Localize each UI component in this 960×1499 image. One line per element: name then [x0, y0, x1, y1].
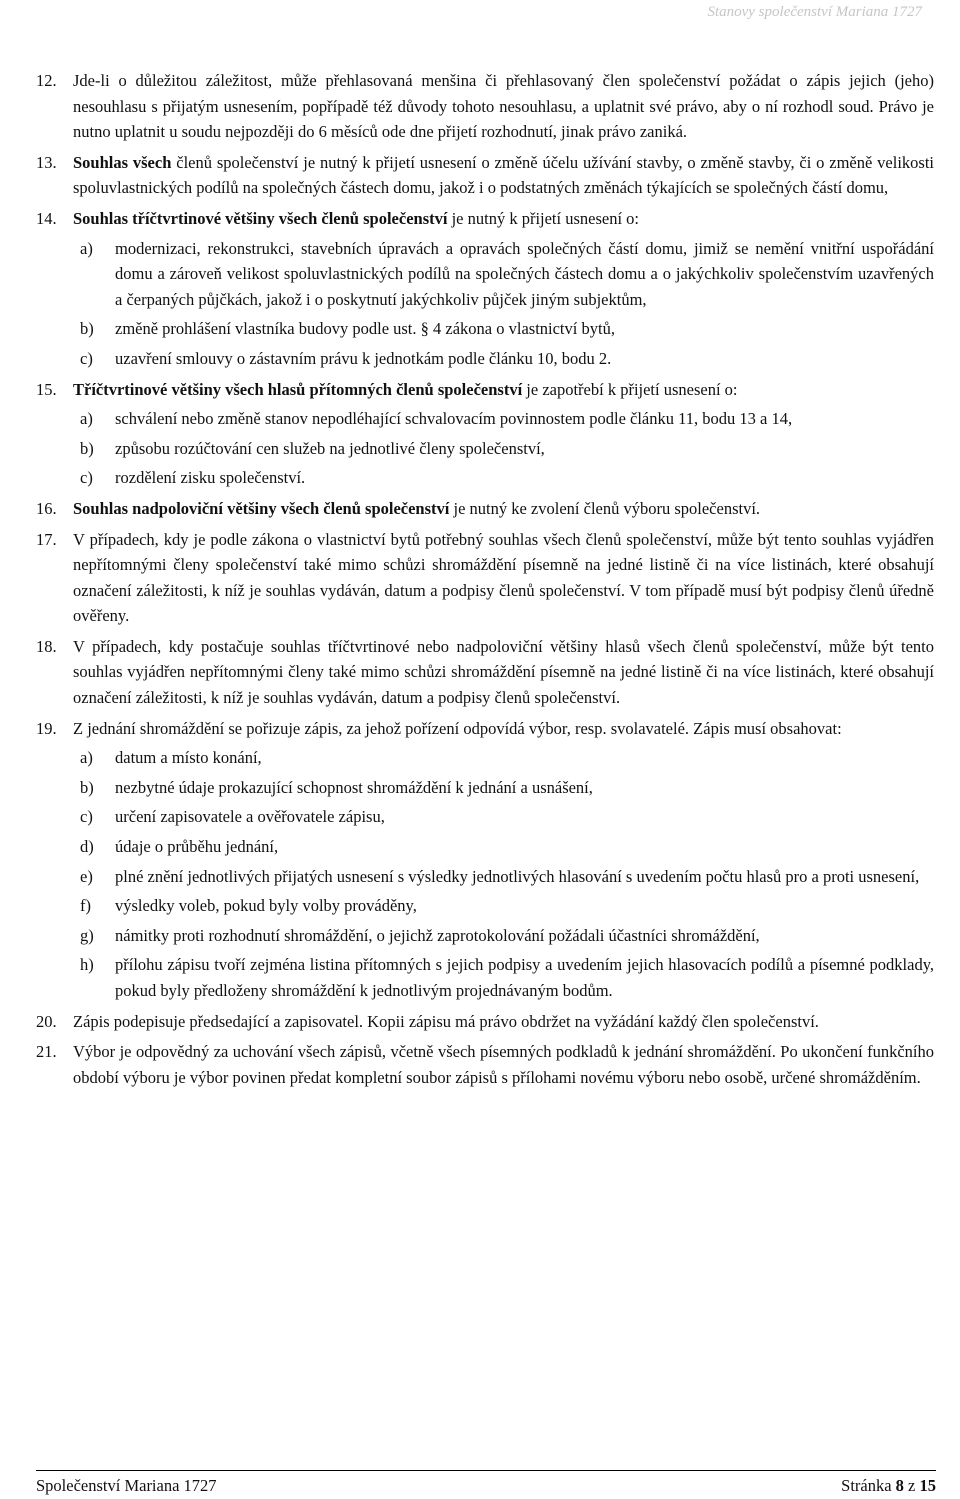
sub-item-letter: g)	[80, 925, 94, 945]
sub-item-text: námitky proti rozhodnutí shromáždění, o jejichž zaprotokolování požádali účastníci shromáždění,	[115, 925, 760, 945]
footer-divider	[36, 1470, 936, 1471]
sub-item-letter: c)	[80, 807, 93, 827]
sub-item-letter: b)	[80, 438, 94, 458]
sub-item-text: rozdělení zisku společenství.	[115, 468, 306, 488]
page-number	[841, 1476, 936, 1496]
sub-item-text: způsobu rozúčtování cen služeb na jednotlivé členy společenství,	[115, 438, 545, 458]
item-number: 21.	[36, 1042, 57, 1062]
page-current: 8	[895, 1476, 904, 1495]
article-item	[36, 377, 934, 491]
sub-item	[73, 893, 934, 919]
item-number: 13.	[36, 152, 57, 172]
sub-item	[73, 745, 934, 771]
sub-item-letter: h)	[80, 955, 94, 975]
sub-item-text: výsledky voleb, pokud byly volby prováděny,	[115, 896, 417, 916]
article-item	[36, 1009, 934, 1035]
item-bold-text: Souhlas tříčtvrtinové většiny všech členů společenství	[73, 208, 448, 228]
sub-item	[73, 346, 934, 372]
sub-item	[73, 236, 934, 313]
item-text	[73, 153, 934, 198]
sub-item-letter: c)	[80, 348, 93, 368]
page-separator: z	[908, 1476, 916, 1495]
item-text	[73, 380, 738, 399]
article-item	[36, 1039, 934, 1090]
item-number: 14.	[36, 208, 57, 228]
sub-item-text: změně prohlášení vlastníka budovy podle ust. § 4 zákona o vlastnictví bytů,	[115, 319, 615, 339]
sub-item	[73, 834, 934, 860]
item-body-text: Z jednání shromáždění se pořizuje zápis, za jehož pořízení odpovídá výbor, resp. svolavatelé. Zápis musí obsahovat:	[73, 718, 842, 738]
sub-item-text: určení zapisovatele a ověřovatele zápisu,	[115, 807, 385, 827]
item-body-text: Zápis podepisuje předsedající a zapisovatel. Kopii zápisu má právo obdržet na vyžádání každý člen společenství.	[73, 1011, 819, 1031]
item-bold-text: Souhlas všech	[73, 152, 172, 172]
item-text	[73, 637, 934, 707]
item-text	[73, 719, 842, 738]
sub-list	[73, 406, 934, 491]
item-text	[73, 499, 760, 518]
item-body-text: Výbor je odpovědný za uchování všech zápisů, včetně všech písemných podkladů k jednání shromáždění. Po ukončení funkčního období výboru je výbor povinen předat kompletní soubor zápisů s přílohami novému výboru nebo osobě, určené shromážděním.	[73, 1042, 934, 1087]
article-item	[36, 68, 934, 145]
sub-item-letter: b)	[80, 319, 94, 339]
item-text	[73, 530, 934, 626]
sub-item	[73, 465, 934, 491]
page-header: Stanovy společenství Mariana 1727	[707, 4, 922, 20]
document-body	[36, 68, 934, 1095]
page-total: 15	[919, 1476, 936, 1495]
sub-list	[73, 236, 934, 372]
sub-item-letter: a)	[80, 748, 93, 768]
footer-title: Společenství Mariana 1727	[36, 1476, 217, 1495]
sub-item-letter: e)	[80, 866, 93, 886]
item-body-text: členů společenství je nutný k přijetí usnesení o změně účelu užívání stavby, o změně stavby, či o změně velikosti spoluvlastnických podílů na společných částech domu, jakož i o podstatných změnách týkajících se společných částí domu,	[73, 152, 935, 198]
item-body-text: V případech, kdy je podle zákona o vlastnictví bytů potřebný souhlas všech členů společenství, může být tento souhlas vyjádřen nepřítomnými členy společenství také mimo schůzi shromáždění písemně na jedné listině či na více listinách, které obsahují označení záležitosti, k níž je souhlas vydáván, datum a podpisy členů společenství. V tom případě musí být podpisy členů úředně ověřeny.	[73, 529, 934, 626]
item-text	[73, 1042, 934, 1087]
item-text	[73, 209, 639, 228]
item-body-text: V případech, kdy postačuje souhlas tříčtvrtinové nebo nadpoloviční většiny hlasů všech členů společenství, může být tento souhlas vyjádřen nepřítomnými členy také mimo schůzi shromáždění písemně na jedné listině či na více listinách, které obsahují označení záležitosti, k níž je souhlas vydáván, datum a podpisy členů společenství.	[73, 636, 934, 708]
sub-item-letter: a)	[80, 409, 93, 429]
item-body-text: Jde-li o důležitou záležitost, může přehlasovaná menšina či přehlasovaný člen společenství požádat o zápis jejich (jeho) nesouhlasu s přijatým usnesením, popřípadě též důvody tohoto nesouhlasu, a uplatnit své právo, aby o ní rozhodl soud. Právo je nutno uplatnit u soudu nejpozději do 6 měsíců ode dne přijetí rozhodnutí, jinak právo zaniká.	[73, 71, 934, 142]
item-number: 20.	[36, 1011, 57, 1031]
item-bold-text: Souhlas nadpoloviční většiny všech členů společenství	[73, 498, 450, 518]
item-text	[73, 1012, 819, 1031]
sub-item-letter: b)	[80, 777, 94, 797]
article-item	[36, 496, 934, 522]
sub-item	[73, 804, 934, 830]
item-number: 18.	[36, 636, 57, 656]
sub-item	[73, 952, 934, 1003]
article-item	[36, 150, 934, 201]
article-item	[36, 206, 934, 372]
item-body-text: je nutný ke zvolení členů výboru společenství.	[449, 498, 761, 518]
item-body-text: je zapotřebí k přijetí usnesení o:	[522, 379, 738, 399]
sub-list	[73, 745, 934, 1003]
sub-item	[73, 775, 934, 801]
sub-item-letter: f)	[80, 896, 91, 916]
sub-item-text: údaje o průběhu jednání,	[115, 837, 279, 857]
sub-item-text: přílohu zápisu tvoří zejména listina přítomných s jejich podpisy a uvedením jejich hlasovacích podílů a písemné podklady, pokud byly předloženy shromáždění k jednotlivým projednávaným bodům.	[115, 955, 934, 1000]
item-number: 15.	[36, 379, 57, 399]
sub-item-text: modernizaci, rekonstrukci, stavebních úpravách a opravách společných částí domu, jimiž se nemění vnitřní uspořádání domu a zároveň velikost spoluvlastnických podílů na společných částech domu a o jakýchkoliv společenstvím uzavřených a čerpaných půjčkách, jakož i o poskytnutí jakýchkoliv půjček jiným subjektům,	[115, 238, 934, 309]
item-number: 12.	[36, 71, 57, 90]
item-number: 17.	[36, 529, 57, 549]
sub-item-text: uzavření smlouvy o zástavním právu k jednotkám podle článku 10, bodu 2.	[115, 348, 612, 368]
item-number: 19.	[36, 718, 57, 738]
sub-item-text: schválení nebo změně stanov nepodléhající schvalovacím povinnostem podle článku 11, bodu 13 a 14,	[115, 409, 793, 429]
article-item	[36, 716, 934, 1004]
sub-item-letter: d)	[80, 837, 94, 857]
sub-item	[73, 406, 934, 432]
item-text	[73, 71, 934, 141]
sub-item-letter: a)	[80, 238, 93, 258]
article-item	[36, 634, 934, 711]
page-label: Stránka	[841, 1476, 892, 1495]
sub-item	[73, 923, 934, 949]
sub-item	[73, 436, 934, 462]
sub-item-letter: c)	[80, 468, 93, 488]
sub-item-text: datum a místo konání,	[115, 748, 262, 768]
article-item	[36, 527, 934, 629]
sub-item	[73, 864, 934, 890]
sub-item-text: nezbytné údaje prokazující schopnost shromáždění k jednání a usnášení,	[115, 777, 593, 797]
item-body-text: je nutný k přijetí usnesení o:	[447, 208, 640, 228]
item-bold-text: Tříčtvrtinové většiny všech hlasů přítomných členů společenství	[73, 379, 523, 399]
item-number: 16.	[36, 498, 57, 518]
sub-item	[73, 316, 934, 342]
sub-item-text: plné znění jednotlivých přijatých usnesení s výsledky jednotlivých hlasování s uvedením počtu hlasů pro a proti usnesení,	[115, 866, 920, 886]
